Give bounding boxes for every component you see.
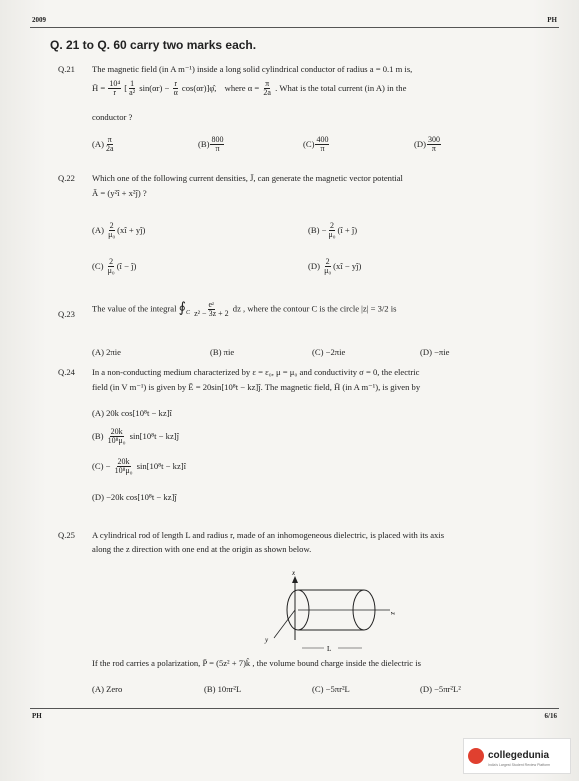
y-axis: [274, 610, 295, 638]
fraction-numerator: 2: [109, 221, 114, 230]
q24-option-b: (B) $\frac{20k}{\text{10⁸μ₀}}$ sin[10⁸t − kz]ĵ: [92, 427, 180, 446]
fraction: [323, 258, 332, 276]
option-label: (D): [308, 260, 323, 271]
q21-formula: H̄ = $\frac{\text{10⁴}}{r}$ [ $\frac{1}{\text{a²}}$ sin(αr) − $\frac{r}{\alpha}$ cos(αr)]φ̂, where α = $\frac{\pi}{2a}$ . What is the total current (in A) in the: [92, 79, 407, 98]
q21-option-c: [303, 136, 330, 154]
fraction-denominator: μ₀: [328, 230, 336, 240]
option-label: (B): [198, 138, 210, 149]
section-title: Q. 21 to Q. 60 carry two marks each.: [50, 38, 257, 52]
q24-option-d: (D) −20k cos[10⁸t − kz]ĵ: [92, 492, 177, 502]
q24-number: Q.24: [58, 367, 75, 377]
q21-line1: The magnetic field (in A m⁻¹) inside a long solid cylindrical conductor of radius a = 0.1 m is,: [92, 64, 413, 74]
header-rule: [30, 27, 559, 28]
z-axis-label: z: [389, 612, 397, 615]
length-label: L: [327, 645, 332, 653]
footer-paper-code: PH: [32, 712, 42, 720]
fraction-numerator: 2: [325, 257, 330, 266]
fraction-denominator: μ₀: [108, 230, 116, 240]
q23-option-c: (C) −2πie: [312, 347, 346, 357]
option-label: (B) −: [308, 224, 327, 235]
q25-line3: If the rod carries a polarization, P̄ = (5z² + 7)k̂ , the volume bound charge inside the dielectric is: [92, 658, 421, 668]
fraction-numerator: 2: [329, 221, 334, 230]
q21-number: Q.21: [58, 64, 75, 74]
q22-option-b: [308, 222, 357, 240]
q21-option-d: [414, 136, 442, 154]
option-label: (D): [414, 138, 426, 149]
q25-option-d: (D) −5πr²L²: [420, 684, 461, 694]
q25-number: Q.25: [58, 530, 75, 540]
option-label: (A): [92, 224, 107, 235]
fraction-numerator: π: [107, 135, 112, 144]
option-label: (C): [92, 260, 106, 271]
q25-option-a: (A) Zero: [92, 684, 123, 694]
fraction: [105, 136, 115, 154]
q25-option-b: (B) 10πr²L: [204, 684, 242, 694]
q21-option-a: [92, 136, 116, 154]
q22-number: Q.22: [58, 173, 75, 183]
fraction: [327, 222, 336, 240]
fraction: [427, 136, 441, 154]
fraction: [210, 136, 224, 154]
q22-option-c: [92, 258, 136, 276]
x-axis-arrow: [292, 576, 298, 583]
fraction-numerator: 400: [316, 135, 329, 144]
option-label: (C): [303, 138, 315, 149]
fraction-numerator: 300: [427, 135, 440, 144]
q21-line3: conductor ?: [92, 112, 133, 122]
fraction-denominator: π: [215, 144, 220, 154]
q22-line1: Which one of the following current densities, J̄, can generate the magnetic vector potential: [92, 173, 403, 183]
option-expression: (î − ĵ): [116, 260, 137, 271]
fraction-denominator: 2a: [105, 144, 114, 154]
fraction-denominator: π: [431, 144, 436, 154]
q24-line1: In a non-conducting medium characterized by ε = ε₀, μ = μ₀ and conductivity σ = 0, the electric: [92, 367, 420, 377]
fraction: [107, 222, 116, 240]
x-axis-label: x: [292, 570, 296, 577]
fraction-numerator: 2: [109, 257, 114, 266]
q23-text: The value of the integral $∮_C$ $\frac{\text{eᶻ}}{\text{z² − 3z + 2}}$ dz , where the contour C is the circle |z| = 3/2 is: [92, 299, 397, 318]
y-axis-label: y: [265, 636, 269, 644]
q22-line2: Ā = (y²î + x²ĵ) ?: [92, 188, 147, 198]
q24-option-c: (C) − $\frac{20k}{\text{10⁸μ₀}}$ sin[10⁸t − kz]î: [92, 457, 187, 476]
q23-option-b: (B) πie: [210, 347, 235, 357]
fraction: [107, 258, 116, 276]
footer-rule: [30, 708, 559, 709]
q23-option-d: (D) −πie: [420, 347, 450, 357]
header-paper-code: PH: [547, 16, 557, 24]
fraction-denominator: π: [320, 144, 325, 154]
fraction: [315, 136, 329, 154]
option-label: (A): [92, 138, 104, 149]
q22-option-a: [92, 222, 145, 240]
fraction-numerator: 800: [211, 135, 224, 144]
q25-line2: along the z direction with one end at the origin as shown below.: [92, 544, 312, 554]
option-expression: (xî + yĵ): [117, 224, 146, 235]
option-expression: (xî − yĵ): [333, 260, 362, 271]
q22-option-d: [308, 258, 361, 276]
header-year: 2009: [32, 16, 46, 24]
q25-option-c: (C) −5πr²L: [312, 684, 350, 694]
q23-option-a: (A) 2πie: [92, 347, 121, 357]
logo-tagline: India's Largest Student Review Platform: [488, 763, 551, 767]
q24-option-a: (A) 20k cos[10⁸t − kz]î: [92, 408, 172, 418]
logo-name: collegedunia: [488, 750, 550, 761]
fraction-denominator: μ₀: [107, 266, 115, 276]
q24-line2: field (in V m⁻¹) is given by Ē = 20sin[10⁸t − kz]ĵ. The magnetic field, H̄ (in A m⁻¹), is given by: [92, 382, 421, 392]
fraction-denominator: μ₀: [324, 266, 332, 276]
option-expression: (î + ĵ): [337, 224, 358, 235]
footer-page-number: 6/16: [544, 712, 557, 720]
collegedunia-logo: [463, 738, 571, 774]
q23-number: Q.23: [58, 309, 75, 319]
q25-line1: A cylindrical rod of length L and radius r, made of an inhomogeneous dielectric, is placed with its axis: [92, 530, 445, 540]
q21-option-b: [198, 136, 225, 154]
logo-mark-icon: [468, 748, 484, 764]
